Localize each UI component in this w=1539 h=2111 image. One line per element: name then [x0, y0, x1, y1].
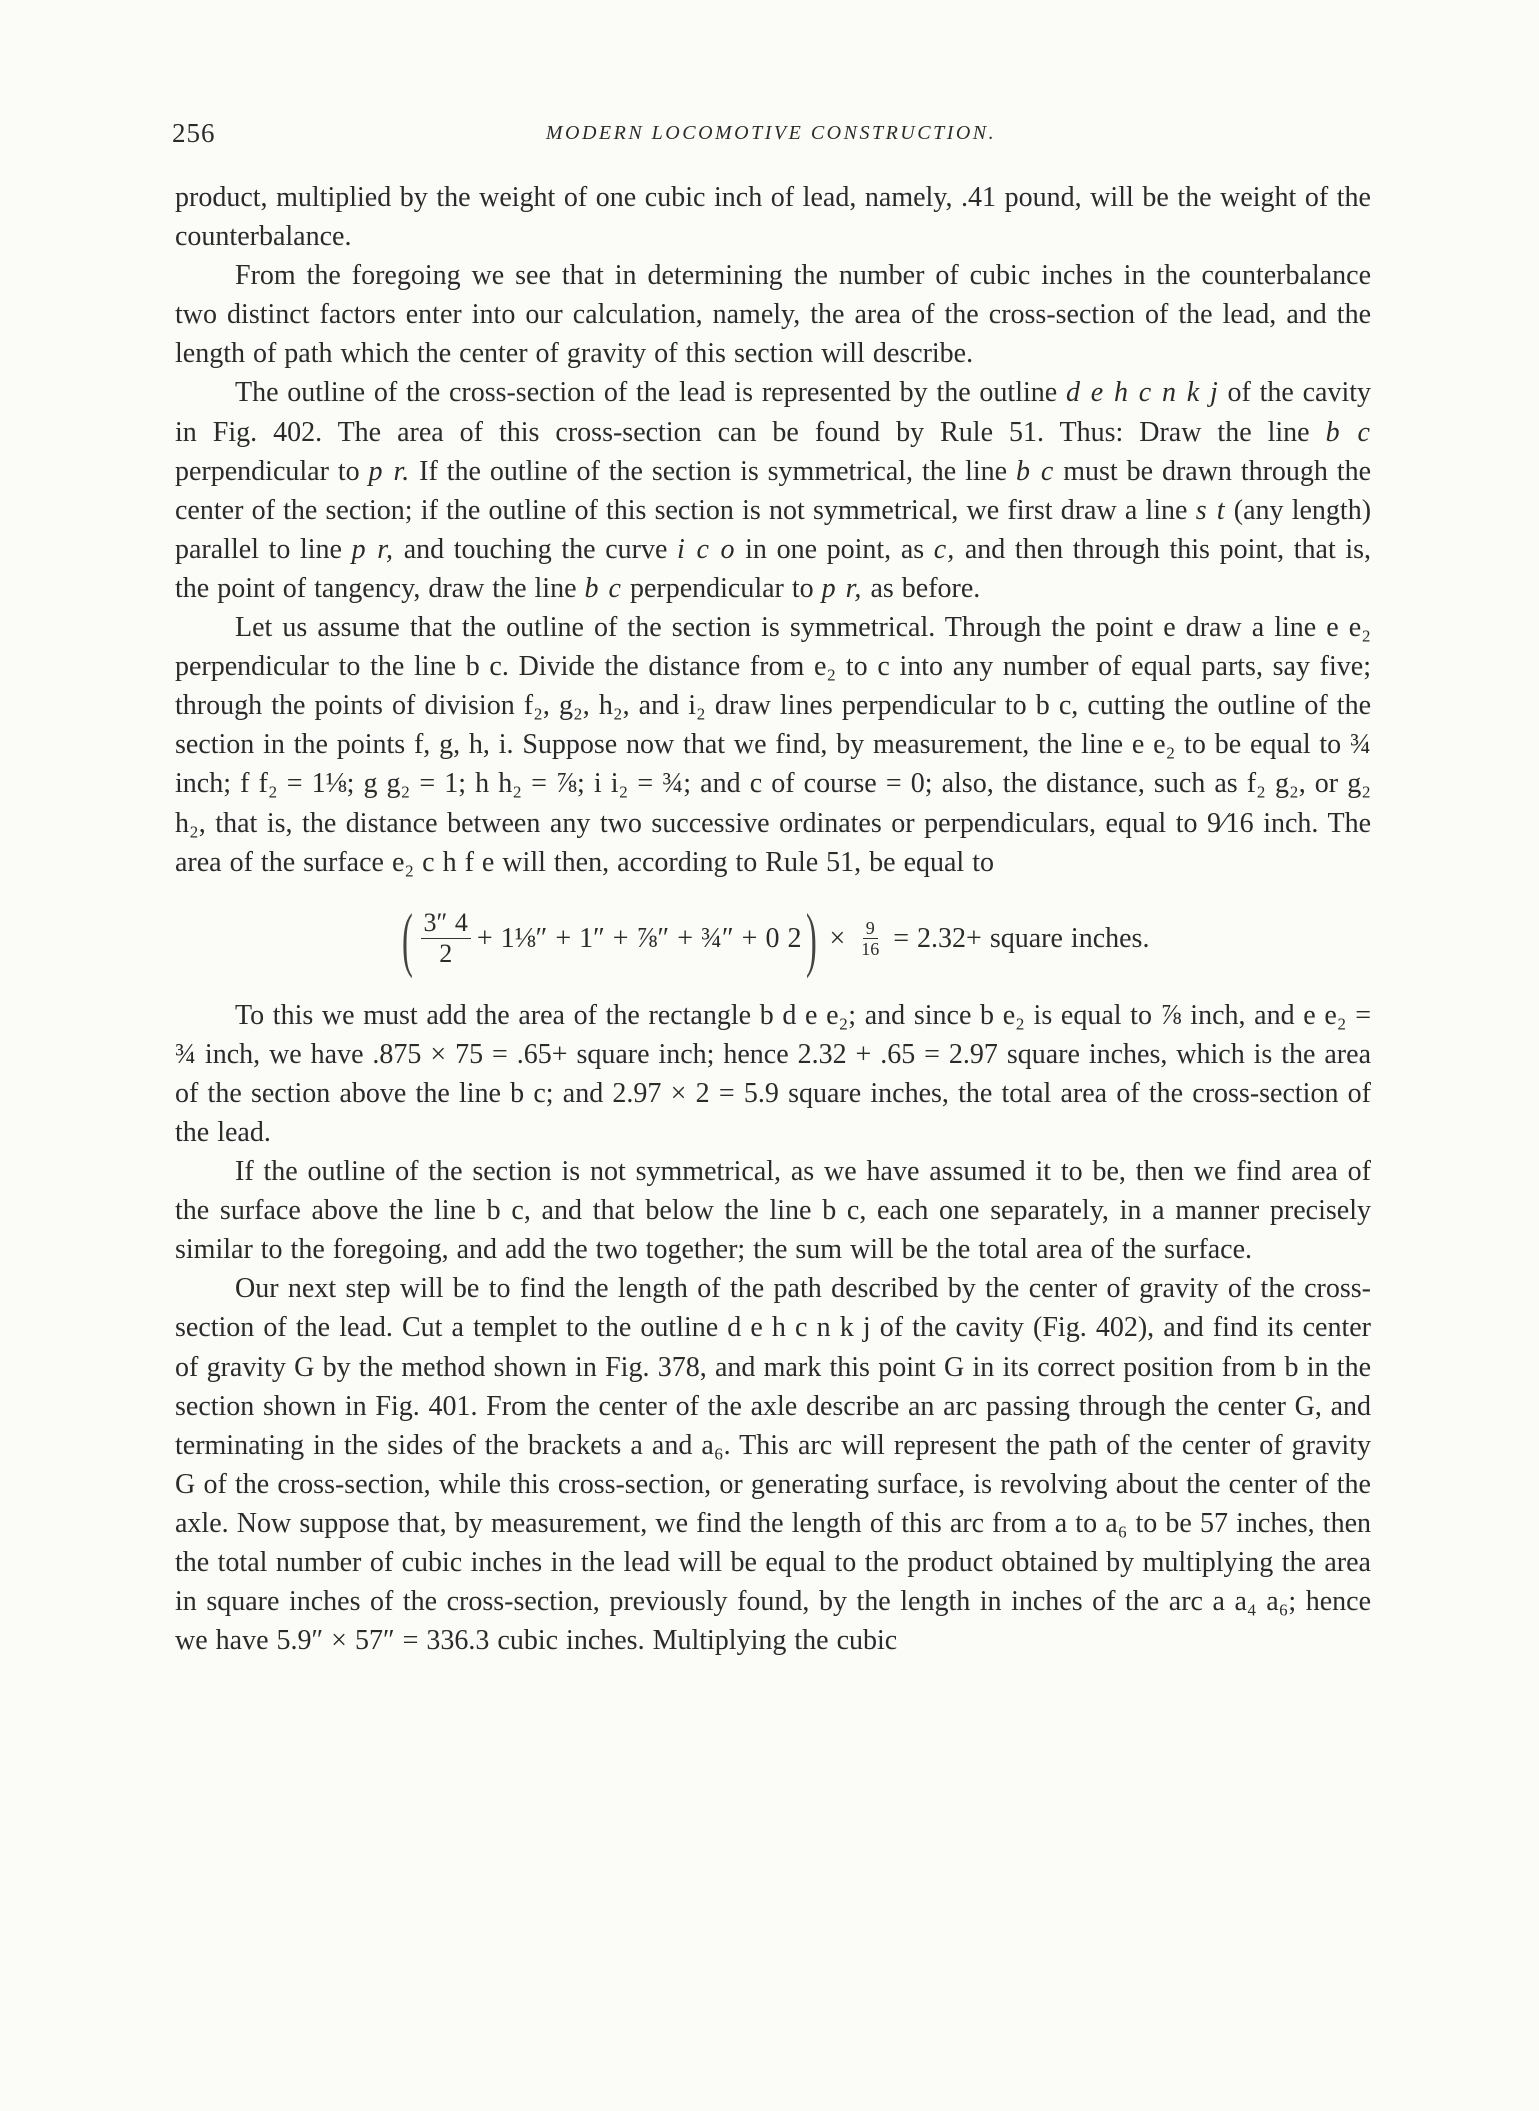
area-formula: [175, 882, 1371, 996]
formula-fraction-1: [421, 908, 471, 969]
frac1-denominator: 2: [439, 939, 453, 969]
left-paren: (: [401, 898, 413, 979]
frac1-numerator: 3″ 4: [421, 908, 471, 939]
p3-bc-1: b c: [1325, 416, 1371, 448]
running-title: MODERN LOCOMOTIVE CONSTRUCTION.: [545, 122, 997, 144]
p3-c: c,: [933, 533, 956, 565]
frac2-denominator: 16: [861, 939, 880, 960]
p3-text-a: The outline of the cross-section of the lead is represented by the outline: [235, 377, 1058, 409]
p3-text-d: If the outline of the section is symmetrical, the line: [419, 455, 1008, 487]
p3-bc-3: b c: [584, 572, 622, 604]
p3-st: s t: [1195, 494, 1226, 526]
p3-outline: d e h c n k j: [1065, 377, 1219, 409]
p3-text-e: must be drawn through the center of the section; if the outline of this section is not symmetrical, we first draw a line: [175, 455, 1372, 526]
paragraph-6: If the outline of the section is not symmetrical, as we have assumed it to be, then we find area of the surface above the line b c, and that below the line b c, each one separately, in a manner precisely similar to the foregoing, and add the two together; the sum will be the total area of the surface.: [175, 1156, 1371, 1266]
paragraph-7: Our next step will be to find the length of the path described by the center of gravity of the cross-section of the lead. Cut a templet to the outline d e h c n k j of the cavity (Fig. 402), and find its center of gravity G by the method shown in Fig. 378, and mark this point G in its correct position from b in the section shown in Fig. 401. From the center of the axle describe an arc passing through the center G, and terminating in the sides of the brackets a and a₆. This arc will represent the path of the center of gravity G of the cross-section, while this cross-section, or generating surface, is revolving about the center of the axle. Now suppose that, by measurement, we find the length of this arc from a to a₆ to be 57 inches, then the total number of cubic inches in the lead will be equal to the product obtained by multiplying the area in square inches of the cross-section, previously found, by the length in inches of the arc a a₄ a₆; hence we have 5.9″ × 57″ = 336.3 cubic inches. Multiplying the cubic: [175, 1273, 1371, 1657]
p3-bc-2: b c: [1015, 455, 1055, 487]
frac2-numerator: 9: [863, 918, 878, 939]
p3-pr-3: p r,: [821, 572, 863, 604]
p3-text-f: (any length) parallel to line: [175, 494, 1372, 565]
body-text: [175, 178, 1371, 1660]
page-header: [172, 118, 1370, 158]
paragraph-3: [175, 373, 1371, 608]
paragraph-2: From the foregoing we see that in determining the number of cubic inches in the counterbalance two distinct factors enter into our calculation, namely, the area of the cross-section of the lead, and the length of path which the center of gravity of this section will describe.: [175, 260, 1371, 370]
p3-text-g: and touching the curve: [403, 533, 668, 565]
formula-fraction-2: [861, 918, 879, 959]
p3-pr-1: p r.: [368, 455, 411, 487]
formula-middle: + 1⅛″ + 1″ + ⅞″ + ¾″ + 0 2: [476, 923, 802, 955]
paragraph-1: product, multiplied by the weight of one cubic inch of lead, namely, .41 pound, will be the weight of the counterbalance.: [175, 182, 1371, 253]
p3-text-j: perpendicular to: [629, 572, 814, 604]
p3-pr-2: p r,: [351, 533, 395, 565]
p3-text-k: as before.: [870, 572, 981, 604]
p3-ico: i c o: [677, 533, 736, 565]
formula-times: ×: [829, 923, 846, 955]
paragraph-5: To this we must add the area of the rectangle b d e e₂; and since b e₂ is equal to ⅞ inch, and e e₂ = ¾ inch, we have .875 × 75 = .65+ square inch; hence 2.32 + .65 = 2.97 square inches, which is the area of the section above the line b c; and 2.97 × 2 = 5.9 square inches, the total area of the cross-section of the lead.: [175, 999, 1371, 1148]
right-paren: ): [806, 898, 818, 979]
page-number: 256: [172, 118, 216, 148]
p3-text-h: in one point, as: [745, 533, 925, 565]
p3-text-c: perpendicular to: [175, 455, 360, 487]
paragraph-4: Let us assume that the outline of the section is symmetrical. Through the point e draw a line e e₂ perpendicular to the line b c. Divide the distance from e₂ to c into any number of equal parts, say five; through the points of division f₂, g₂, h₂, and i₂ draw lines perpendicular to b c, cutting the outline of the section in the points f, g, h, i. Suppose now that we find, by measurement, the line e e₂ to be equal to ¾ inch; f f₂ = 1⅛; g g₂ = 1; h h₂ = ⅞; i i₂ = ¾; and c of course = 0; also, the distance, such as f₂ g₂, or g₂ h₂, that is, the distance between any two successive ordinates or perpendiculars, equal to 9⁄16 inch. The area of the surface e₂ c h f e will then, according to Rule 51, be equal to: [175, 612, 1371, 878]
p3-text-i: and then through this point, that is, the point of tangency, draw the line: [175, 533, 1372, 604]
p3-text-b: of the cavity in Fig. 402. The area of this cross-section can be found by Rule 51. Thus: Draw the line: [175, 377, 1372, 448]
formula-result: = 2.32+ square inches.: [893, 923, 1150, 955]
